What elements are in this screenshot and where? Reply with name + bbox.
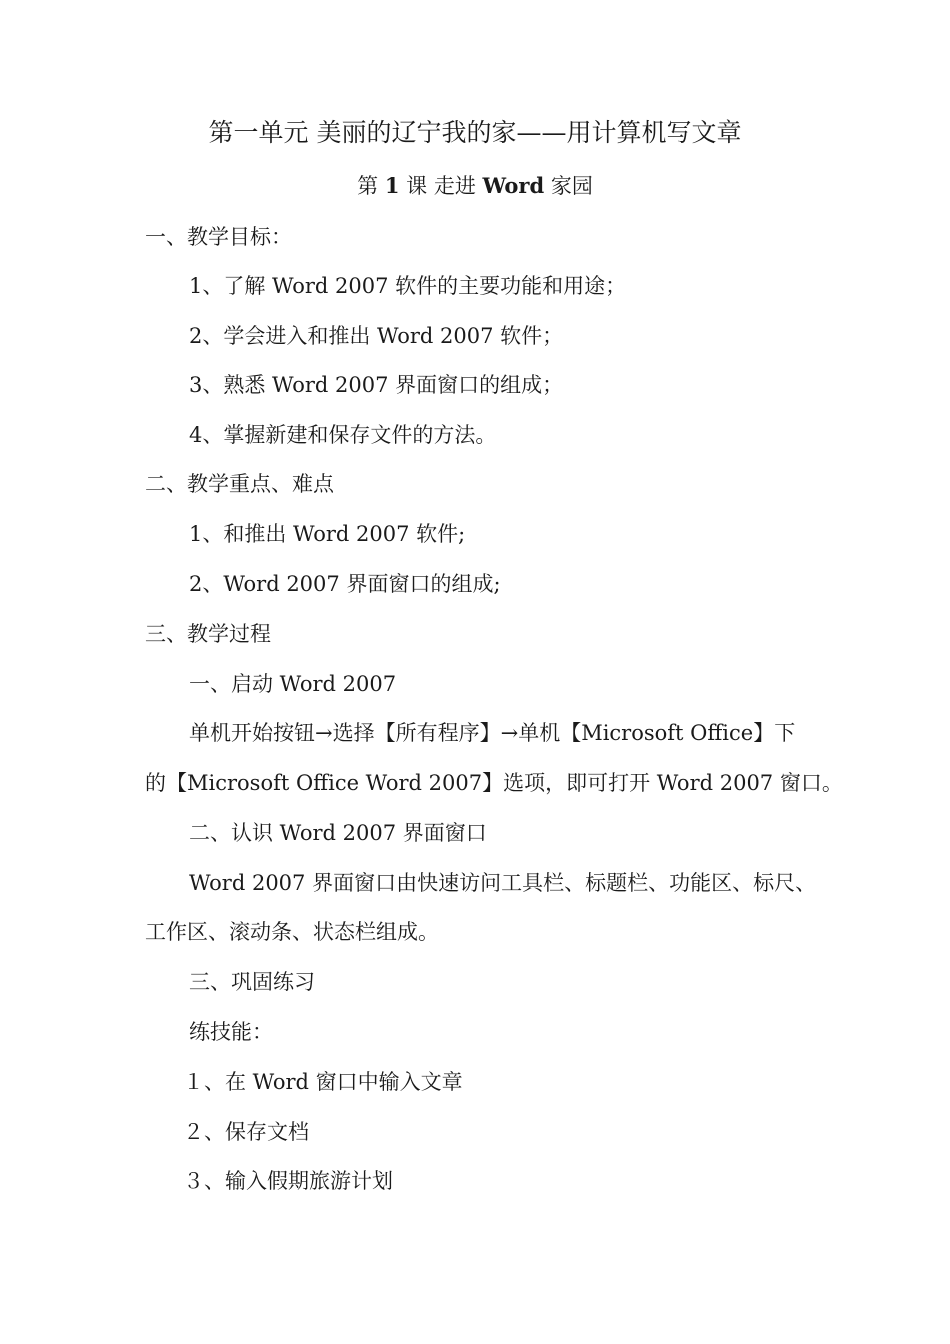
section-heading-key-points: 二、教学重点、难点 (145, 472, 334, 496)
step-paragraph-line: Word 2007 界面窗口由快速访问工具栏、标题栏、功能区、标尺、 (189, 871, 817, 895)
practice-item: ２、保存文档 (183, 1120, 309, 1144)
step-heading-launch: 一、启动 Word 2007 (189, 672, 397, 696)
goal-item: 4、掌握新建和保存文件的方法。 (189, 423, 497, 447)
section-heading-goals: 一、教学目标： (145, 225, 292, 249)
lesson-subtitle (0, 171, 950, 201)
subtitle-lesson-number: 1 (384, 173, 400, 198)
key-point-item: 1、和推出 Word 2007 软件; (189, 522, 466, 546)
goal-item: 2、学会进入和推出 Word 2007 软件； (189, 324, 564, 348)
practice-label: 练技能： (189, 1020, 273, 1044)
goal-item: 3、熟悉 Word 2007 界面窗口的组成； (189, 373, 564, 397)
step-paragraph-line: 工作区、滚动条、状态栏组成。 (145, 920, 439, 944)
key-point-item: 2、Word 2007 界面窗口的组成; (189, 572, 501, 596)
subtitle-suffix: 家园 (544, 174, 593, 198)
step-heading-practice: 三、巩固练习 (189, 970, 315, 994)
document-title: 第一单元 美丽的辽宁我的家——用计算机写文章 (208, 118, 742, 147)
practice-item: ３、输入假期旅游计划 (183, 1169, 393, 1193)
subtitle-middle: 课 走进 (399, 174, 483, 198)
practice-item: １、在 Word 窗口中输入文章 (183, 1070, 463, 1094)
goal-item: 1、了解 Word 2007 软件的主要功能和用途； (189, 274, 627, 298)
subtitle-prefix: 第 (357, 174, 385, 198)
subtitle-word: Word (482, 173, 545, 198)
section-heading-process: 三、教学过程 (145, 622, 271, 646)
step-paragraph-line: 单机开始按钮→选择【所有程序】→单机【Microsoft Office】下 (189, 721, 796, 745)
step-heading-interface: 二、认识 Word 2007 界面窗口 (189, 821, 487, 845)
step-paragraph-line: 的【Microsoft Office Word 2007】选项，即可打开 Word 2007 窗口。 (145, 771, 843, 795)
